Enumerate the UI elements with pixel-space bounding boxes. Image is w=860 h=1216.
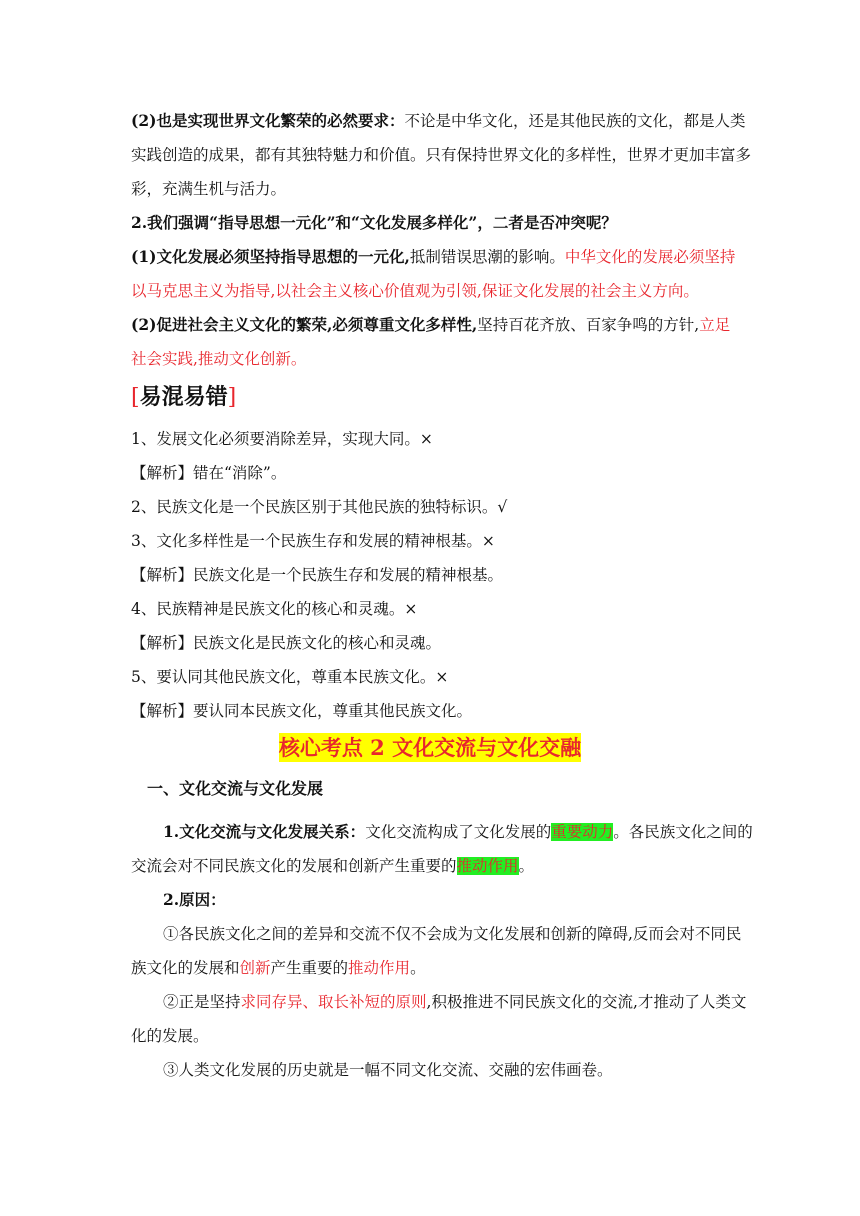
text: 。 [410,959,426,977]
list-item: 5、要认同其他民族文化，尊重本民族文化。× [131,668,449,686]
highlight-text: 推动作用 [456,857,519,875]
section-heading-mixup [131,382,236,413]
text: 坚持百花齐放、百家争鸣的方针, [477,316,700,334]
list-item: 1、发展文化必须要消除差异，实现大同。× [131,430,433,448]
red-text: 中华文化的发展必须坚持 [564,248,736,266]
text: 。 [518,857,535,875]
text: 抵制错误思潮的影响。 [409,248,565,266]
bold-lead: (1)文化发展必须坚持指导思想的一元化, [131,247,410,266]
paragraph-line: 实践创造的成果，都有其独特魅力和价值。只有保持世界文化的多样性，世界才更加丰富多 [131,146,752,164]
text: 文化交流构成了文化发展的 [365,823,552,841]
text: 交流会对不同民族文化的发展和创新产生重要的 [131,857,457,875]
list-item: 4、民族精神是民族文化的核心和灵魂。× [131,600,418,618]
text: 。各民族文化之间的 [613,823,753,841]
list-item: 【解析】民族文化是一个民族生存和发展的精神根基。 [131,566,504,584]
paragraph-line [163,992,763,1012]
list-item: 【解析】民族文化是民族文化的核心和灵魂。 [131,634,442,652]
paragraph-line [131,247,736,267]
bold-lead: 1.文化交流与文化发展关系： [163,822,366,841]
core-title-text: 核心考点 2 文化交流与文化交融 [278,735,582,760]
red-text: 立足 [699,316,731,334]
red-text: 以马克思主义为指导,以社会主义核心价值观为引领,保证文化发展的社会主义方向。 [131,282,699,300]
paragraph-line: 彩，充满生机与活力。 [131,180,287,198]
highlight-text: 重要动力 [551,823,614,841]
text: ,积极推进不同民族文化的交流,才推动了人类文 [426,993,747,1011]
bracket-right: ] [227,385,237,410]
core-title [0,732,860,762]
paragraph-line: 化的发展。 [131,1027,209,1045]
section-heading: 一、文化交流与文化发展 [147,779,324,798]
list-item: 3、文化多样性是一个民族生存和发展的精神根基。× [131,532,495,550]
question-title: 2.我们强调“指导思想一元化”和“文化发展多样化”，二者是否冲突呢？ [131,213,617,232]
paragraph-line: ③人类文化发展的历史就是一幅不同文化交流、交融的宏伟画卷。 [163,1061,613,1079]
red-text: 求同存异、取长补短的原则 [240,993,427,1011]
bold-lead: (2)促进社会主义文化的繁荣,必须尊重文化多样性, [131,315,478,334]
list-item: 2、民族文化是一个民族区别于其他民族的独特标识。√ [131,498,508,516]
paragraph-line [131,958,731,978]
paragraph-line [163,822,763,842]
text: 族文化的发展和 [131,959,240,977]
paragraph-line [131,315,731,335]
text: ②正是坚持 [163,993,241,1011]
bracket-left: [ [131,385,140,410]
subheading: 2.原因： [163,890,226,909]
bold-lead: (2)也是实现世界文化繁荣的必然要求： [131,111,405,130]
heading-text: 易混易错 [139,384,228,410]
paragraph-line: ①各民族文化之间的差异和交流不仅不会成为文化发展和创新的障碍,反而会对不同民 [163,925,742,943]
text: 不论是中华文化，还是其他民族的文化，都是人类 [404,112,746,130]
list-item: 【解析】要认同本民族文化，尊重其他民族文化。 [131,702,473,720]
red-text: 创新 [239,959,271,977]
list-item: 【解析】错在“消除”。 [131,464,287,482]
red-text: 推动作用 [348,959,411,977]
paragraph-line [131,856,731,876]
red-text: 社会实践,推动文化创新。 [131,350,307,368]
paragraph-line [131,111,746,131]
text: 产生重要的 [270,959,349,977]
